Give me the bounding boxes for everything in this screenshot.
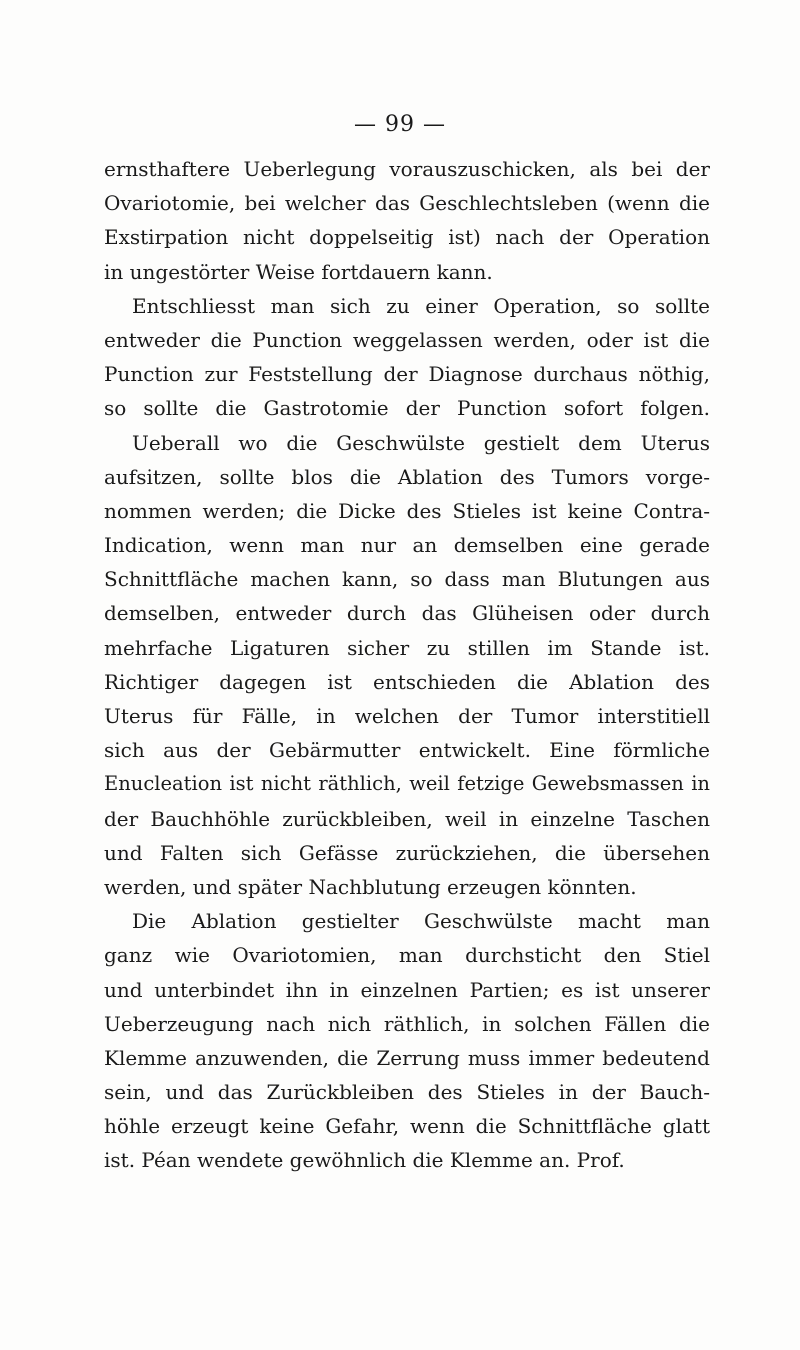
text-line: und Falten sich Gefässe zurückziehen, die übersehen bbox=[104, 840, 710, 865]
text-line: so sollte die Gastrotomie der Punction sofort folgen. bbox=[104, 396, 710, 421]
page-number: — 99 — bbox=[354, 112, 446, 137]
text-line: ernsthaftere Ueberlegung vorauszuschicken, als bei der bbox=[104, 157, 710, 181]
text-line: Exstirpation nicht doppelseitig ist) nach der Operation bbox=[104, 225, 710, 250]
text-line: Ovariotomie, bei welcher das Geschlechtsleben (wenn die bbox=[104, 191, 710, 216]
text-line: Enucleation ist nicht räthlich, weil fetzige Gewebsmassen in bbox=[104, 772, 710, 796]
text-line: sich aus der Gebärmutter entwickelt. Eine förmliche bbox=[104, 738, 710, 763]
text-line: Ueberzeugung nach nich räthlich, in solchen Fällen die bbox=[104, 1011, 710, 1036]
text-line: Die Ablation gestielter Geschwülste macht man bbox=[132, 909, 710, 934]
text-line: aufsitzen, sollte blos die Ablation des Tumors vorge- bbox=[104, 464, 710, 489]
text-line: Indication, wenn man nur an demselben eine gerade bbox=[104, 533, 710, 558]
text-line: entweder die Punction weggelassen werden, oder ist die bbox=[104, 327, 710, 352]
body-text bbox=[104, 152, 710, 1178]
text-line: Richtiger dagegen ist entschieden die Ablation des bbox=[104, 669, 710, 694]
text-line: werden, und später Nachblutung erzeugen könnten. bbox=[104, 874, 637, 899]
text-line: nommen werden; die Dicke des Stieles ist keine Contra- bbox=[104, 498, 710, 523]
text-line: Schnittfläche machen kann, so dass man Blutungen aus bbox=[104, 567, 710, 592]
text-line: der Bauchhöhle zurückbleiben, weil in einzelne Taschen bbox=[104, 806, 710, 831]
text-line: Entschliesst man sich zu einer Operation, so sollte bbox=[132, 293, 710, 318]
text-line: Punction zur Feststellung der Diagnose durchaus nöthig, bbox=[104, 362, 710, 387]
text-line: ist. Péan wendete gewöhnlich die Klemme an. Prof. bbox=[104, 1148, 625, 1173]
text-line: und unterbindet ihn in einzelnen Partien; es ist unserer bbox=[104, 977, 710, 1002]
text-line: demselben, entweder durch das Glüheisen oder durch bbox=[104, 601, 710, 626]
text-line: in ungestörter Weise fortdauern kann. bbox=[104, 259, 493, 284]
text-line: Klemme anzuwenden, die Zerrung muss immer bedeutend bbox=[104, 1045, 710, 1070]
text-line: sein, und das Zurückbleiben des Stieles in der Bauch- bbox=[104, 1080, 710, 1105]
text-line: ganz wie Ovariotomien, man durchsticht den Stiel bbox=[104, 943, 710, 968]
text-line: Uterus für Fälle, in welchen der Tumor interstitiell bbox=[104, 704, 710, 728]
text-line: höhle erzeugt keine Gefahr, wenn die Schnittfläche glatt bbox=[104, 1114, 710, 1139]
text-line: Ueberall wo die Geschwülste gestielt dem Uterus bbox=[132, 430, 710, 455]
text-line: mehrfache Ligaturen sicher zu stillen im Stande ist. bbox=[104, 635, 710, 660]
